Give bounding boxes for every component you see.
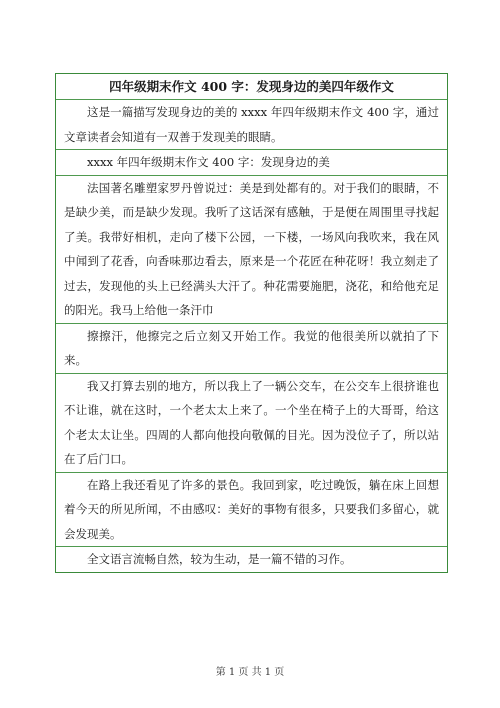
- paragraph-comment: [56, 547, 447, 572]
- paragraph-body-3: [56, 374, 447, 473]
- paragraph-body-2: [56, 324, 447, 374]
- paragraph-subtitle: [56, 150, 447, 176]
- paragraph-text: 擦擦汗，他擦完之后立刻又开始工作。我觉的他很美所以就拍了下来。: [64, 328, 439, 367]
- paragraph-text: 在路上我还看见了许多的景色。我回到家，吃过晚饭，躺在床上回想着今天的所见所闻，不由感叹：美好的事物有很多，只要我们多留心，就会发现美。: [64, 477, 439, 541]
- paragraph-text: xxxx 年四年级期末作文 400 字：发现身边的美: [87, 155, 330, 169]
- paragraph-body-1: [56, 176, 447, 324]
- paragraph-text: 这是一篇描写发现身边的美的 xxxx 年四年级期末作文 400 字，通过文章读者会知道有一双善于发现美的眼睛。: [64, 105, 439, 144]
- paragraph-text: 法国著名雕塑家罗丹曾说过：美是到处都有的。对于我们的眼睛，不是缺少美，而是缺少发现。我听了这话深有感触，于是便在周围里寻找起了美。我带好相机，走向了楼下公园，一下楼，一场风向我吹来，我在风中闻到了花香，向香味那边看去，原来是一个花匠在种花呀！我立刻走了过去，发现他的头上已经满头大汗了。种花需要施肥，浇花，和给他充足的阳光。我马上给他一条汗巾: [64, 180, 439, 317]
- page-number: 第 1 页 共 1 页: [215, 667, 285, 678]
- document-title: 四年级期末作文 400 字：发现身边的美四年级作文: [56, 74, 447, 100]
- paragraph-text: 我又打算去别的地方，所以我上了一辆公交车，在公交车上很挤谁也不让谁，就在这时，一个老太太上来了。一个坐在椅子上的大哥哥，给这个老太太让坐。四周的人都向他投向敬佩的目光。因为没位子了，所以站在了后门口。: [64, 378, 439, 466]
- paragraph-body-4: [56, 473, 447, 548]
- paragraph-intro: [56, 100, 447, 150]
- document-table: [55, 73, 448, 573]
- paragraph-text: 全文语言流畅自然，较为生动，是一篇不错的习作。: [87, 552, 352, 566]
